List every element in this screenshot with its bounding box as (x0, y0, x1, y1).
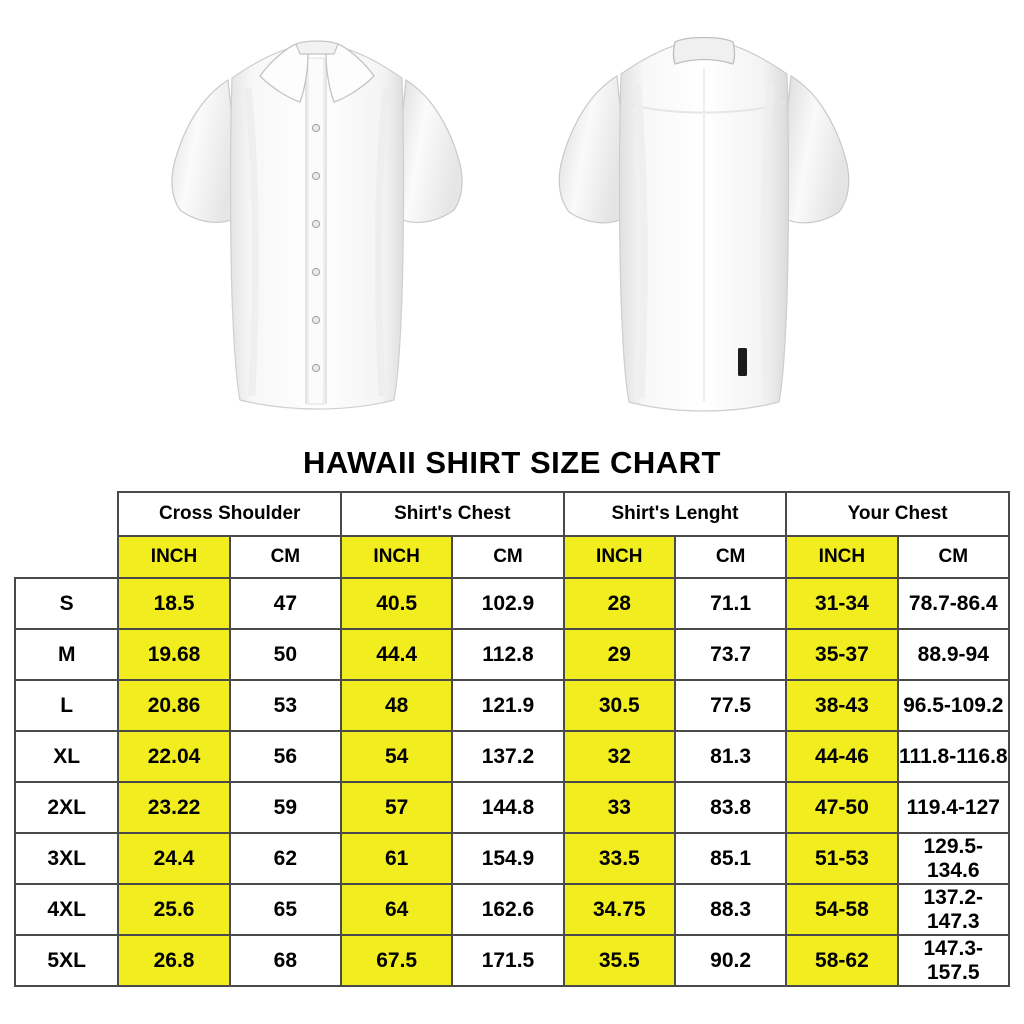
table-row (15, 884, 1009, 935)
cell-length-cm: 83.8 (675, 782, 786, 833)
cell-length-inch: 28 (564, 578, 675, 629)
cell-your-chest-inch: 31-34 (786, 578, 897, 629)
cell-your-chest-cm: 78.7-86.4 (898, 578, 1009, 629)
cell-length-inch: 33.5 (564, 833, 675, 884)
cell-cross-shoulder-inch: 25.6 (118, 884, 229, 935)
row-size-label: 2XL (15, 782, 118, 833)
unit-your-chest-cm: CM (898, 536, 1009, 578)
row-size-label: XL (15, 731, 118, 782)
cell-length-cm: 88.3 (675, 884, 786, 935)
unit-chest-cm: CM (452, 536, 563, 578)
page-title: HAWAII SHIRT SIZE CHART (303, 445, 721, 480)
cell-cross-shoulder-cm: 47 (230, 578, 341, 629)
cell-chest-cm: 171.5 (452, 935, 563, 986)
cell-your-chest-inch: 58-62 (786, 935, 897, 986)
cell-your-chest-cm: 137.2-147.3 (898, 884, 1009, 935)
shirt-images (0, 0, 1024, 445)
cell-your-chest-cm: 88.9-94 (898, 629, 1009, 680)
cell-length-inch: 35.5 (564, 935, 675, 986)
table-unit-header-row (15, 536, 1009, 578)
cell-cross-shoulder-cm: 50 (230, 629, 341, 680)
cell-your-chest-cm: 129.5-134.6 (898, 833, 1009, 884)
cell-your-chest-inch: 38-43 (786, 680, 897, 731)
table-row (15, 782, 1009, 833)
header-your-chest: Your Chest (786, 492, 1009, 536)
cell-chest-cm: 112.8 (452, 629, 563, 680)
cell-chest-inch: 44.4 (341, 629, 452, 680)
cell-chest-inch: 67.5 (341, 935, 452, 986)
cell-length-cm: 71.1 (675, 578, 786, 629)
cell-your-chest-cm: 96.5-109.2 (898, 680, 1009, 731)
cell-chest-cm: 154.9 (452, 833, 563, 884)
cell-length-cm: 73.7 (675, 629, 786, 680)
cell-length-cm: 85.1 (675, 833, 786, 884)
table-row (15, 629, 1009, 680)
unit-length-inch: INCH (564, 536, 675, 578)
row-size-label: L (15, 680, 118, 731)
row-size-label: 3XL (15, 833, 118, 884)
cell-chest-cm: 162.6 (452, 884, 563, 935)
cell-chest-cm: 121.9 (452, 680, 563, 731)
header-shirts-chest: Shirt's Chest (341, 492, 564, 536)
cell-your-chest-cm: 119.4-127 (898, 782, 1009, 833)
cell-your-chest-inch: 35-37 (786, 629, 897, 680)
cell-chest-cm: 102.9 (452, 578, 563, 629)
unit-chest-inch: INCH (341, 536, 452, 578)
cell-your-chest-inch: 54-58 (786, 884, 897, 935)
cell-cross-shoulder-cm: 65 (230, 884, 341, 935)
cell-your-chest-inch: 47-50 (786, 782, 897, 833)
cell-cross-shoulder-inch: 23.22 (118, 782, 229, 833)
unit-corner-blank (15, 536, 118, 578)
cell-length-inch: 30.5 (564, 680, 675, 731)
shirt-front-image (148, 18, 488, 428)
cell-cross-shoulder-inch: 18.5 (118, 578, 229, 629)
row-size-label: 4XL (15, 884, 118, 935)
table-group-header-row (15, 492, 1009, 536)
cell-length-inch: 34.75 (564, 884, 675, 935)
cell-chest-inch: 48 (341, 680, 452, 731)
unit-your-chest-inch: INCH (786, 536, 897, 578)
cell-your-chest-cm: 111.8-116.8 (898, 731, 1009, 782)
row-size-label: M (15, 629, 118, 680)
cell-length-cm: 81.3 (675, 731, 786, 782)
cell-cross-shoulder-cm: 53 (230, 680, 341, 731)
size-chart-table (14, 491, 1010, 987)
cell-cross-shoulder-cm: 62 (230, 833, 341, 884)
cell-chest-inch: 40.5 (341, 578, 452, 629)
row-size-label: S (15, 578, 118, 629)
cell-length-inch: 33 (564, 782, 675, 833)
header-shirts-length: Shirt's Lenght (564, 492, 787, 536)
cell-your-chest-inch: 44-46 (786, 731, 897, 782)
cell-chest-inch: 54 (341, 731, 452, 782)
cell-chest-cm: 144.8 (452, 782, 563, 833)
cell-length-cm: 77.5 (675, 680, 786, 731)
cell-chest-inch: 64 (341, 884, 452, 935)
table-row (15, 833, 1009, 884)
table-row (15, 731, 1009, 782)
unit-length-cm: CM (675, 536, 786, 578)
header-corner-blank (15, 492, 118, 536)
header-cross-shoulder: Cross Shoulder (118, 492, 341, 536)
cell-your-chest-inch: 51-53 (786, 833, 897, 884)
cell-cross-shoulder-inch: 22.04 (118, 731, 229, 782)
row-size-label: 5XL (15, 935, 118, 986)
cell-cross-shoulder-inch: 19.68 (118, 629, 229, 680)
cell-chest-cm: 137.2 (452, 731, 563, 782)
cell-cross-shoulder-cm: 56 (230, 731, 341, 782)
cell-cross-shoulder-inch: 26.8 (118, 935, 229, 986)
cell-length-inch: 32 (564, 731, 675, 782)
cell-cross-shoulder-cm: 59 (230, 782, 341, 833)
cell-cross-shoulder-inch: 24.4 (118, 833, 229, 884)
cell-cross-shoulder-cm: 68 (230, 935, 341, 986)
table-row (15, 680, 1009, 731)
cell-length-cm: 90.2 (675, 935, 786, 986)
table-row (15, 578, 1009, 629)
table-row (15, 935, 1009, 986)
unit-cross-shoulder-inch: INCH (118, 536, 229, 578)
cell-chest-inch: 61 (341, 833, 452, 884)
unit-cross-shoulder-cm: CM (230, 536, 341, 578)
cell-cross-shoulder-inch: 20.86 (118, 680, 229, 731)
cell-length-inch: 29 (564, 629, 675, 680)
cell-chest-inch: 57 (341, 782, 452, 833)
cell-your-chest-cm: 147.3-157.5 (898, 935, 1009, 986)
shirt-back-image (535, 18, 875, 428)
